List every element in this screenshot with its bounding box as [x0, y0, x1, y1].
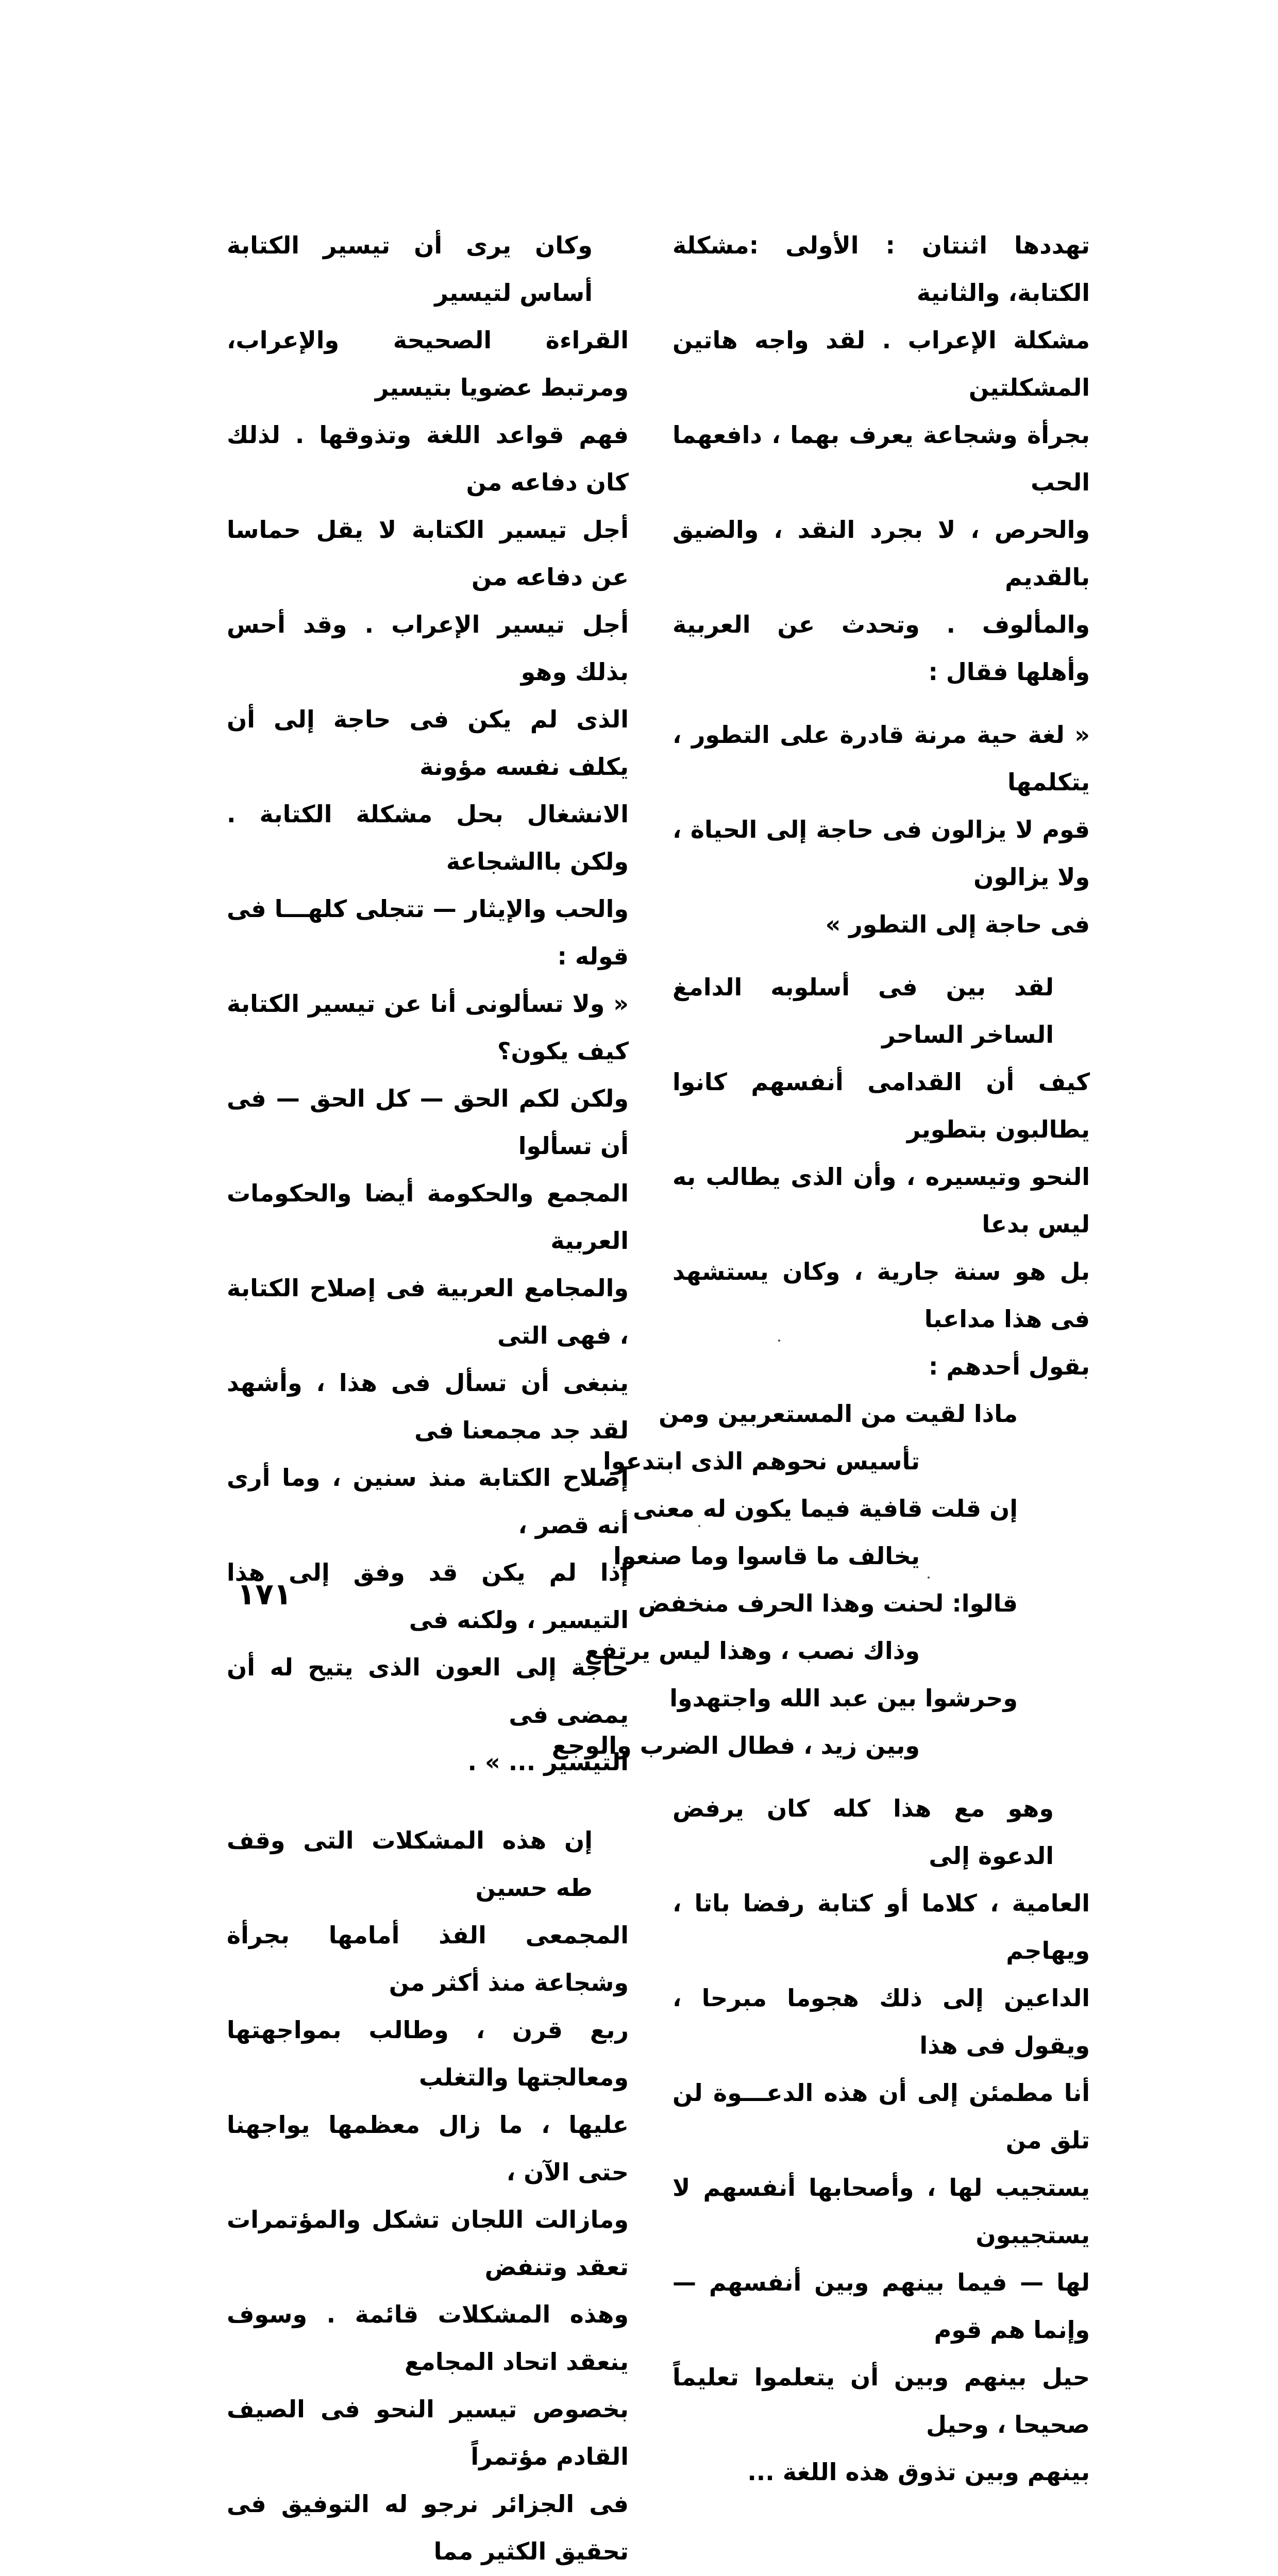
text-line: العامية ، كلاما أو كتابة رفضا باتا ، ويهاجم: [672, 1889, 1090, 1964]
text-line: والمألوف . وتحدث عن العربية وأهلها فقال :: [672, 611, 1090, 686]
text-line: والحرص ، لا بجرد النقد ، والضيق بالقديم: [672, 516, 1090, 591]
text-line: فى حاجة إلى التطور »: [825, 910, 1090, 938]
verse-first-hemistich: إن قلت قافية فيما يكون له معنى: [633, 1495, 1018, 1522]
text-line: ومازالت اللجان تشكل والمؤتمرات تعقد وتنفض: [227, 2206, 629, 2281]
text-line: فهم قواعد اللغة وتذوقها . لذلك كان دفاعه من: [227, 421, 629, 496]
text-line: والحب والإيثار — تتجلى كلهـــا فى قوله :: [227, 895, 629, 970]
text-line: بقول أحدهم :: [928, 1352, 1090, 1380]
text-line: لقد بين فى أسلوبه الدامغ الساخر الساحر: [672, 973, 1054, 1048]
text-line: بل هو سنة جارية ، وكان يستشهد فى هذا مداعبا: [672, 1258, 1090, 1333]
text-line: تهددها اثنتان : الأولى :مشكلة الكتابة، والثانية: [672, 231, 1090, 307]
text-line: أجل تيسير الكتابة لا يقل حماسا عن دفاعه من: [227, 516, 629, 591]
paragraph-problems: [227, 1817, 629, 2576]
text-line: لها — فيما بينهم وبين أنفسهم — وإنما هم قوم: [672, 2268, 1090, 2344]
intro-paragraph: [672, 222, 1090, 696]
scan-speck: [698, 1525, 700, 1527]
paragraph-ancients: [672, 963, 1090, 1390]
text-line: قوم لا يزالون فى حاجة إلى الحياة ، ولا يزالون: [672, 816, 1090, 891]
verse-first-hemistich: ماذا لقيت من المستعربين ومن: [659, 1400, 1018, 1428]
text-line: « لغة حية مرنة قادرة على التطور ، يتكلمها: [672, 721, 1090, 796]
text-line: ولكن لكم الحق — كل الحق — فى أن تسألوا: [227, 1084, 629, 1160]
text-line: ربع قرن ، وطالب بمواجهتها ومعالجتها والتغلب: [227, 2016, 629, 2091]
text-line: إصلاح الكتابة منذ سنين ، وما أرى أنه قصر ،: [227, 1464, 629, 1539]
text-line: بخصوص تيسير النحو فى الصيف القادم مؤتمراً: [227, 2395, 629, 2470]
text-line: مشكلة الإعراب . لقد واجه هاتين المشكلتين: [672, 326, 1090, 401]
text-line: أجل تيسير الإعراب . وقد أحس بذلك وهو: [227, 611, 629, 686]
right-column: [551, 222, 1090, 2496]
text-line: كيف أن القدامى أنفسهم كانوا يطالبون بتطوير: [672, 1068, 1090, 1143]
text-line: حيل بينهم وبين أن يتعلموا تعليماً صحيحا ، وحيل: [672, 2363, 1090, 2438]
text-line: إن هذه المشكلات التى وقف طه حسين: [227, 1826, 593, 1902]
text-line: [227, 2575, 629, 2576]
text-line: وكان يرى أن تيسير الكتابة أساس لتيسير: [227, 231, 593, 307]
paragraph-writing-reform: [227, 222, 629, 980]
verse-second-hemistich: يخالف ما قاسوا وما صنعوا: [613, 1542, 920, 1570]
verse-second-hemistich: وذاك نصب ، وهذا ليس يرتفع: [584, 1637, 920, 1665]
text-line: أنا مطمئن إلى أن هذه الدعـــوة لن تلق من: [672, 2079, 1090, 2154]
text-line: يستجيب لها ، وأصحابها أنفسهم لا يستجيبون: [672, 2174, 1090, 2249]
quote-living-language: [672, 711, 1090, 948]
page-number: ١٧١: [237, 1577, 292, 1612]
text-line: المجمعى الفذ أمامها بجرأة وشجاعة منذ أكثر من: [227, 1921, 629, 1996]
text-line: بجرأة وشجاعة يعرف بهما ، دافعهما الحب: [672, 421, 1090, 496]
verse-first-hemistich: قالوا: لحنت وهذا الحرف منخفض: [638, 1589, 1018, 1617]
text-line: المجمع والحكومة أيضا والحكومات العربية: [227, 1179, 629, 1255]
text-line: إذا لم يكن قد وفق إلى هذا التيسير ، ولكنه فى: [227, 1558, 629, 1634]
text-line: وهذه المشكلات قائمة . وسوف ينعقد اتحاد المجامع: [227, 2300, 629, 2376]
text-line: والمجامع العربية فى إصلاح الكتابة ، فهى التى: [227, 1274, 629, 1349]
text-line: القراءة الصحيحة والإعراب، ومرتبط عضويا بتيسير: [227, 326, 629, 401]
text-line: ينبغى أن تسأل فى هذا ، وأشهد لقد جد مجمعنا فى: [227, 1369, 629, 1444]
quote-academy: [227, 980, 629, 1786]
text-line: الانشغال بحل مشكلة الكتابة . ولكن باالشجاعة: [227, 800, 629, 875]
text-line: « ولا تسألونى أنا عن تيسير الكتابة كيف يكون؟: [227, 990, 629, 1065]
text-line: التيسير ... » .: [467, 1748, 629, 1776]
text-line: عليها ، ما زال معظمها يواجهنا حتى الآن ،: [227, 2111, 629, 2186]
scan-speck: [928, 1577, 930, 1579]
text-line: فى الجزائر نرجو له التوفيق فى تحقيق الكثير مما: [227, 2490, 629, 2565]
scan-speck: [778, 1340, 780, 1342]
text-line: النحو وتيسيره ، وأن الذى يطالب به ليس بدعا: [672, 1163, 1090, 1238]
left-column: [227, 222, 629, 2576]
paragraph-colloquial: [672, 1785, 1090, 2496]
text-line: وهو مع هذا كله كان يرفض الدعوة إلى: [672, 1794, 1054, 1870]
text-line: بينهم وبين تذوق هذه اللغة ...: [747, 2458, 1090, 2486]
text-line: الداعين إلى ذلك هجوما مبرحا ، ويقول فى هذا: [672, 1984, 1090, 2059]
poem: [551, 1390, 1090, 1769]
text-line: حاجة إلى العون الذى يتيح له أن يمضى فى: [227, 1653, 629, 1728]
verse-first-hemistich: وحرشوا بين عبد الله واجتهدوا: [669, 1684, 1018, 1712]
text-line: الذى لم يكن فى حاجة إلى أن يكلف نفسه مؤونة: [227, 705, 629, 781]
verse-second-hemistich: وبين زيد ، فطال الضرب والوجع: [551, 1732, 920, 1759]
verse-second-hemistich: تأسيس نحوهم الذى ابتدعوا: [602, 1447, 920, 1475]
